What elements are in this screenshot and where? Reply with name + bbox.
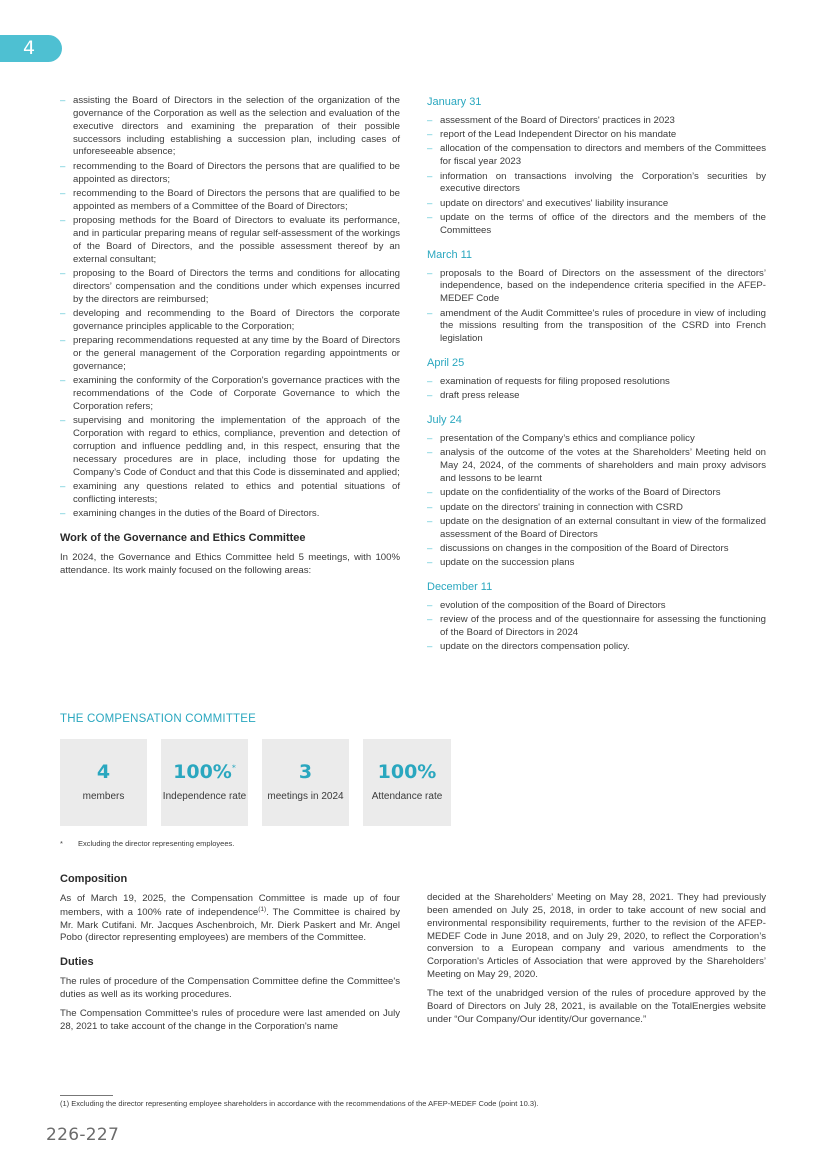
stat-label: members <box>82 790 125 802</box>
meeting-items <box>427 115 766 238</box>
stat-value: 100% <box>377 760 437 783</box>
list-item: – assisting the Board of Directors in the selection of the organization of the governance of the Corporation as well as the selection and evaluation of the executive directors and examining the preparation of their possible successors including establishing a succession plan, including cases of unforeseeable absence; <box>60 95 400 159</box>
compensation-committee-title: THE COMPENSATION COMMITTEE <box>60 713 257 725</box>
stat-independence <box>161 739 248 826</box>
stat-members <box>60 739 147 826</box>
list-item: – update on the directors' training in connection with CSRD <box>427 502 766 515</box>
right-column-bottom <box>427 892 766 1032</box>
list-item: – update on the terms of office of the directors and the members of the Committees <box>427 212 766 238</box>
composition-text: As of March 19, 2025, the Compensation Committee is made up of four members, with a 100% rate of independence$^{(1)}$. The Committee is chaired by Mr. Mark Cutifani. Mr. Jacques Aschenbroich, Mr. Dierk Paskert and Mr. Angel Pobo (director representing employees) are members of the Committee. <box>60 892 401 944</box>
stat-marker: * <box>231 763 236 773</box>
list-item: – draft press release <box>427 390 766 403</box>
star-footnote <box>60 839 234 849</box>
meeting-date: April 25 <box>427 357 465 370</box>
list-item: – amendment of the Audit Committee's rules of procedure in view of including the missions resulting from the transposition of the CSRD into French legislation <box>427 308 766 347</box>
list-item: – analysis of the outcome of the votes at the Shareholders’ Meeting held on May 24, 2024, of the comments of shareholders and main proxy advisors and lessons to be learnt <box>427 447 766 486</box>
duties-paragraph: The rules of procedure of the Compensation Committee define the Committee's duties as well as its working procedures. <box>60 976 400 1000</box>
list-item: – supervising and monitoring the implementation of the approach of the Corporation with regard to ethics, compliance, prevention and detection of corruption and influence peddling and, in this respect, ensuring that the necessary procedures are in place, including those for updating the Company’s Code of Conduct and that this Code is disseminated and applied; <box>60 415 400 479</box>
list-item: – update on the succession plans <box>427 557 766 570</box>
star-note: Excluding the director representing employees. <box>78 839 235 848</box>
list-item: – allocation of the compensation to directors and members of the Committees for fiscal year 2023 <box>427 143 766 169</box>
left-column-bottom <box>60 872 400 1039</box>
work-heading: Work of the Governance and Ethics Committee <box>60 532 306 544</box>
footnote-ref: (1) <box>258 905 267 913</box>
stat-label: Independence rate <box>162 790 247 802</box>
rules-paragraph: The text of the unabridged version of the rules of procedure approved by the Board of Directors on July 28, 2021, is available on the TotalEnergies website under “Our Company/Our identity/Our governance.” <box>427 987 766 1025</box>
stat-value: 100%* <box>173 760 236 783</box>
duties-paragraph: The Compensation Committee's rules of procedure were last amended on July 28, 2021 to take account of the change in the Corporation's name <box>60 1007 400 1032</box>
meeting-date: December 11 <box>427 581 493 594</box>
meeting-items <box>427 376 766 403</box>
footnote: (1) Excluding the director representing employee shareholders in accordance with the recommendations of the AFEP-MEDEF Code (point 10.3). <box>60 1099 539 1108</box>
meeting-items <box>427 268 766 347</box>
page-number: 226-227 <box>46 1125 120 1145</box>
meetings-column <box>427 95 766 656</box>
list-item: – review of the process and of the questionnaire for assessing the functioning of the Board of Directors in 2024 <box>427 614 766 640</box>
list-item: – examination of requests for filing proposed resolutions <box>427 376 766 389</box>
list-item: – presentation of the Company’s ethics and compliance policy <box>427 433 766 446</box>
stats-row <box>60 739 451 826</box>
stat-meetings <box>262 739 349 826</box>
list-item: – recommending to the Board of Directors the persons that are qualified to be appointed as directors; <box>60 161 400 187</box>
list-item: – information on transactions involving the Corporation’s securities by executive directors <box>427 171 766 197</box>
committee-duties-list <box>60 95 400 521</box>
meeting-items <box>427 600 766 654</box>
list-item: – update on the confidentiality of the works of the Board of Directors <box>427 487 766 500</box>
stat-label: Attendance rate <box>371 790 443 802</box>
list-item: – assessment of the Board of Directors' practices in 2023 <box>427 115 766 128</box>
stat-label: meetings in 2024 <box>267 790 344 802</box>
list-item: – discussions on changes in the composition of the Board of Directors <box>427 543 766 556</box>
meeting-date: March 11 <box>427 248 473 261</box>
list-item: – proposing to the Board of Directors the terms and conditions for allocating directors’ compensation and the conditions under which expenses incurred by the directors are reimbursed; <box>60 268 400 307</box>
list-item: – report of the Lead Independent Director on his mandate <box>427 129 766 142</box>
left-column-top <box>60 95 400 583</box>
stat-attendance <box>363 739 451 826</box>
footnote-divider <box>60 1095 113 1096</box>
meeting-date: July 24 <box>427 414 462 427</box>
stat-value: 4 <box>96 760 111 783</box>
list-item: – examining any questions related to ethics and potential situations of conflicting interests; <box>60 481 400 507</box>
star-marker: * <box>60 839 63 848</box>
duties-heading: Duties <box>60 956 94 969</box>
work-text: In 2024, the Governance and Ethics Committee held 5 meetings, with 100% attendance. Its work mainly focused on the following areas: <box>60 551 400 576</box>
meeting-date: January 31 <box>427 96 482 108</box>
list-item: – update on the designation of an external consultant in view of the formalized assessment of the Board of Directors <box>427 516 766 542</box>
composition-heading: Composition <box>60 873 128 885</box>
list-item: – developing and recommending to the Board of Directors the corporate governance principles applicable to the Corporation; <box>60 308 400 334</box>
list-item: – examining the conformity of the Corporation's governance practices with the recommendations of the Code of Corporate Governance to which the Corporation refers; <box>60 375 400 414</box>
list-item: – preparing recommendations requested at any time by the Board of Directors or the general management of the Corporation regarding appointments or governance; <box>60 335 400 374</box>
list-item: – recommending to the Board of Directors the persons that are qualified to be appointed as members of a Committee of the Board of Directors; <box>60 188 400 214</box>
list-item: – update on directors' and executives' liability insurance <box>427 198 766 211</box>
rules-paragraph: decided at the Shareholders’ Meeting on May 28, 2021. They had previously been amended on July 25, 2018, in order to take account of new social and environmental responsibility requirements, further to the revision of the AFEP-MEDEF Code in June 2018, and on July 29, 2020, to reflect the Corporation’s conversion to a European company and various amendments to the Corporation's Articles of Association that were approved by the Shareholders’ Meeting on May 29, 2020. <box>427 892 766 981</box>
chapter-tab: 4 <box>0 35 62 62</box>
list-item: – update on the directors compensation policy. <box>427 641 766 654</box>
stat-value: 3 <box>298 760 313 783</box>
meeting-items <box>427 433 766 570</box>
list-item: – proposals to the Board of Directors on the assessment of the directors’ independence, based on the independence criteria specified in the AFEP-MEDEF Code <box>427 268 766 307</box>
list-item: – proposing methods for the Board of Directors to evaluate its performance, and in particular preparing means of regular self-assessment of the workings of the Board of Directors, and the possible assessment thereof by an external consultant; <box>60 215 400 266</box>
list-item: – evolution of the composition of the Board of Directors <box>427 600 766 613</box>
list-item: – examining changes in the duties of the Board of Directors. <box>60 508 400 521</box>
